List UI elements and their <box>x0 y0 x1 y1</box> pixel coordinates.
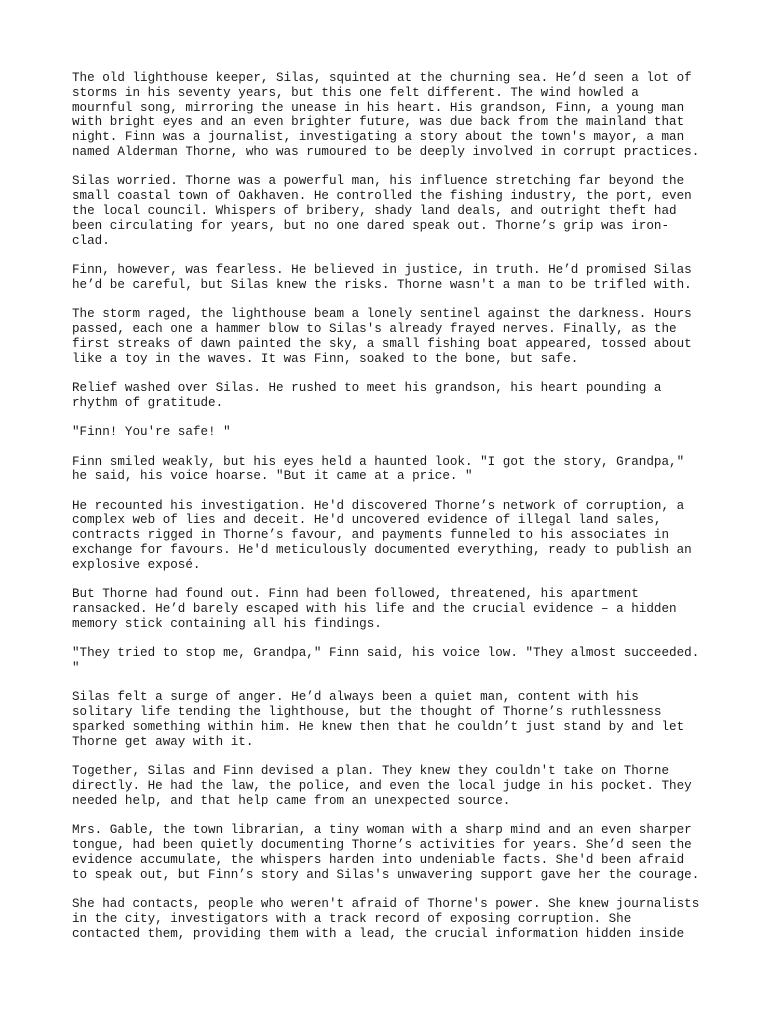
paragraph-14: She had contacts, people who weren't afraid of Thorne's power. She knew journalists in the city, investigators with a track record of exposing corruption. She contacted them, providing them with a lead, the crucial information hidden inside <box>72 896 700 941</box>
paragraph-13: Mrs. Gable, the town librarian, a tiny woman with a sharp mind and an even sharper tongue, had been quietly documenting Thorne’s activities for years. She’d seen the evidence accumulate, the whispers harden into undeniable facts. She'd been afraid to speak out, but Finn’s story and Silas's unwavering support gave her the courage. <box>72 823 700 882</box>
paragraph-1: The old lighthouse keeper, Silas, squinted at the churning sea. He’d seen a lot of storms in his seventy years, but this one felt different. The wind howled a mournful song, mirroring the unease in his heart. His grandson, Finn, a young man with bright eyes and an even brighter future, was due back from the mainland that night. Finn was a journalist, investigating a story about the town's mayor, a man named Alderman Thorne, who was rumoured to be deeply involved in corrupt practices. <box>72 71 700 159</box>
paragraph-7: Finn smiled weakly, but his eyes held a haunted look. "I got the story, Grandpa," he said, his voice hoarse. "But it came at a price. " <box>72 454 685 484</box>
paragraph-8: He recounted his investigation. He'd discovered Thorne’s network of corruption, a complex web of lies and deceit. He'd uncovered evidence of illegal land sales, contracts rigged in Thorne’s favour, and payments funneled to his associates in exchange for favours. He'd meticulously documented everything, ready to publish an explosive exposé. <box>72 498 692 572</box>
paragraph-9: But Thorne had found out. Finn had been followed, threatened, his apartment ransacked. He’d barely escaped with his life and the crucial evidence – a hidden memory stick containing all his findings. <box>72 587 677 631</box>
document-page <box>72 71 702 956</box>
paragraph-2: Silas worried. Thorne was a powerful man, his influence stretching far beyond the small coastal town of Oakhaven. He controlled the fishing industry, the port, even the local council. Whispers of bribery, shady land deals, and outright theft had been circulating for years, but no one dared speak out. Thorne’s grip was iron- clad. <box>72 174 692 248</box>
paragraph-4: The storm raged, the lighthouse beam a lonely sentinel against the darkness. Hours passed, each one a hammer blow to Silas's already frayed nerves. Finally, as the first streaks of dawn painted the sky, a small fishing boat appeared, tossed about like a toy in the waves. It was Finn, soaked to the bone, but safe. <box>72 307 692 366</box>
paragraph-12: Together, Silas and Finn devised a plan. They knew they couldn't take on Thorne directly. He had the law, the police, and even the local judge in his pocket. They needed help, and that help came from an unexpected source. <box>72 764 692 808</box>
paragraph-10: "They tried to stop me, Grandpa," Finn said, his voice low. "They almost succeeded. " <box>72 646 700 676</box>
paragraph-5: Relief washed over Silas. He rushed to meet his grandson, his heart pounding a rhythm of gratitude. <box>72 380 662 410</box>
paragraph-11: Silas felt a surge of anger. He’d always been a quiet man, content with his solitary life tending the lighthouse, but the thought of Thorne’s ruthlessness sparked something within him. He knew then that he couldn’t just stand by and let Thorne get away with it. <box>72 690 685 749</box>
paragraph-6: "Finn! You're safe! " <box>72 425 231 440</box>
paragraph-3: Finn, however, was fearless. He believed in justice, in truth. He’d promised Silas he’d be careful, but Silas knew the risks. Thorne wasn't a man to be trifled with. <box>72 262 692 292</box>
